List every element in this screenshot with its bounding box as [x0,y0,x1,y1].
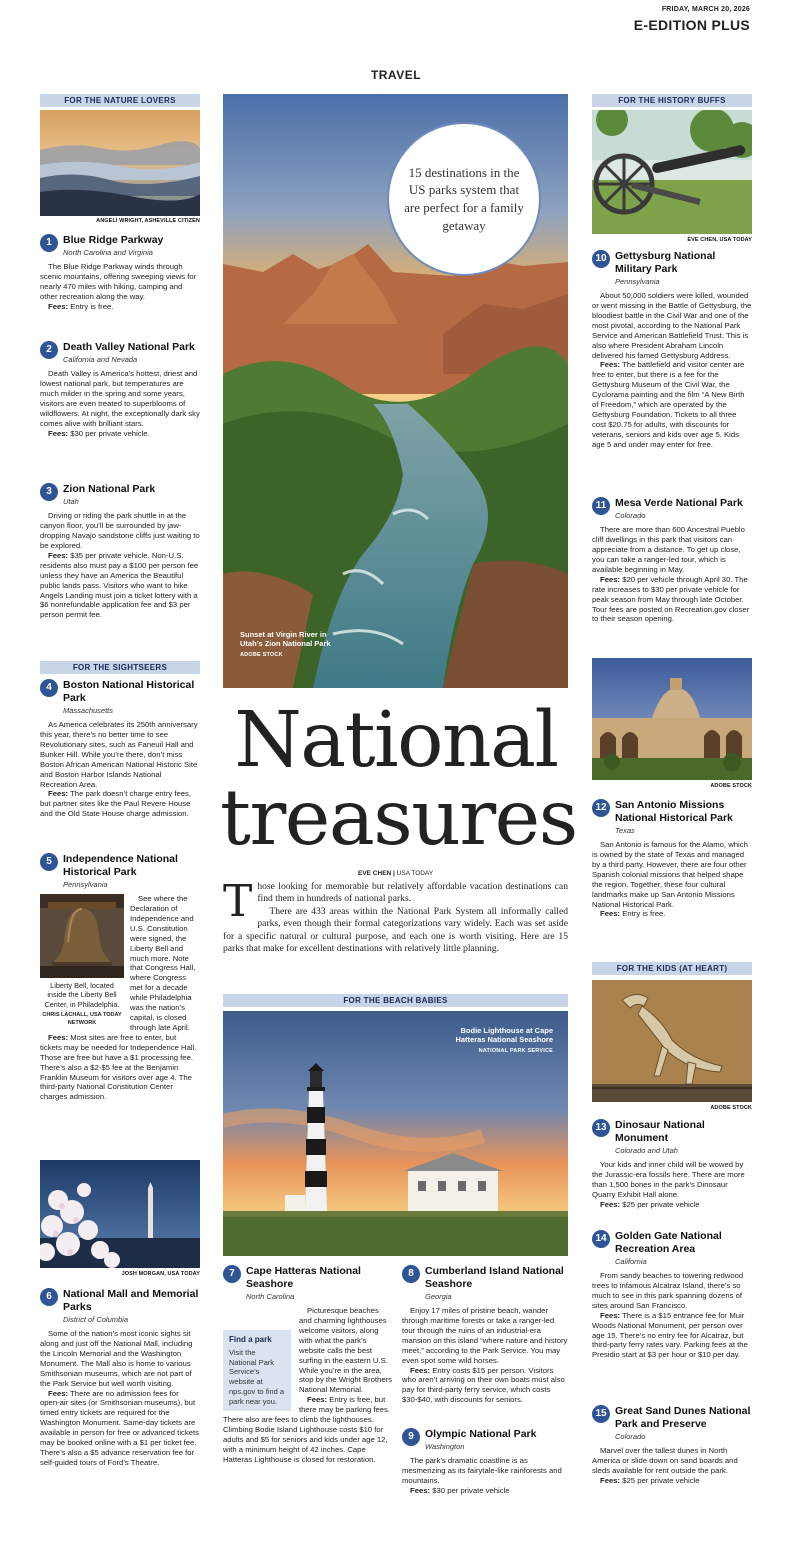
park-description: About 50,000 soldiers were killed, wounded or went missing in the Battle of Gettysburg, the bloodiest battle in the Civil War and one of the most pivotal, according to the National Park Service and American Battlefield Trust. This is also where President Abraham Lincoln delivered his famed Gettysburg Address. [592,290,752,360]
park-number-badge: 12 [592,799,610,817]
park-description: The park’s dramatic coastline is as mesmerizing as its fairytale-like rainforests and mountains. [402,1456,562,1486]
park-state: Colorado and Utah [615,1145,678,1155]
park-name: Golden Gate National Recreation Area [615,1230,722,1255]
park-number-badge: 9 [402,1428,420,1446]
photo-national-mall [40,1160,200,1268]
park-fees: Fees: Entry is free. [600,909,666,919]
park-number-badge: 13 [592,1119,610,1137]
park-number-badge: 11 [592,497,610,515]
park-number-badge: 8 [402,1265,420,1283]
park-description: See where the Declaration of Independence and U.S. Constitution were signed, the Liberty Bell and much more. Note that Congress Hall, where Congress met for a decade while Philadelphia was the nation’s capital, is closed through late April. [130,893,196,1032]
park-fees: Fees: Entry is free. [48,301,114,311]
photo-blue-ridge [40,110,200,216]
park-description: As America celebrates its 250th anniversary this year, there’s no better time to see Revolutionary sites, such as Faneuil Hall and Bunker Hill. While you’re there, don’t miss Boston African American National Historic Site and Boston Harbor Islands National Recreation Area. [40,719,198,789]
park-name: Boston National Historical Park [63,679,195,704]
park-entry-13 [592,1119,752,1210]
photo-san-antonio-missions [592,658,752,780]
park-fees: Fees: There are no admission fees for open-air sites (or Smithsonian museums), but timed entry tickets are required for the Washington Monument. Same-day tickets are available in person for free or advanced tickets may be booked online with a $1 per ticket fee. There’s also a $5 advance reservation fee for self-guided tours of Ford’s Theatre. [40,1388,199,1467]
park-description: From sandy beaches to towering redwood trees to infamous Alcatraz Island, there’s so much to see in this park spanning dozens of sites around San Francisco. [592,1270,744,1310]
banner-nature-lovers: FOR THE NATURE LOVERS [40,94,200,107]
park-description: There are more than 600 Ancestral Pueblo cliff dwellings in this park that visitors can appreciate from a distance. To get up close, you can take a ranger-led tour, which is available beginning in May. [592,525,745,574]
park-number-badge: 4 [40,679,58,697]
park-description: The Blue Ridge Parkway winds through scenic mountains, offering sweeping views for nearly 470 miles with hiking, camping and other recreation along the way. [40,262,197,301]
park-number-badge: 15 [592,1405,610,1423]
park-description: Picturesque beaches and charming lighthouses welcome visitors, along with what the park’s website calls the best surfing in the eastern U.S. While you’re in the area, stop by the Wright Brothers National Memorial. [299,1305,393,1395]
park-fees: Fees: $30 per private vehicle. [48,428,150,438]
park-fees: Fees: $35 per private vehicle. Non-U.S. residents also must pay a $100 per person fee unless they have an America the Beautiful public lands pass. Visitors who want to hike Angels Landing must join a ticket lottery with a $6 nonrefundable application fee and $3 per person permit fee. [40,550,199,620]
photo-credit-nature: ANGELI WRIGHT, ASHEVILLE CITIZEN [96,218,200,224]
park-fees: Fees: Entry costs $15 per person. Visitors who aren’t arriving on their own boats must also pay for third-party ferry service, which costs $30-$40, with discounts for seniors. [402,1365,565,1405]
park-fees: Fees: $25 per private vehicle [600,1199,700,1209]
park-entry-10 [592,250,752,450]
headline-line-1: National [234,696,558,785]
park-state: North Carolina and Virginia [63,247,153,257]
park-number-badge: 2 [40,341,58,359]
edition-name: E-EDITION PLUS [633,17,750,33]
park-entry-8 [402,1265,568,1405]
park-description: Marvel over the tallest dunes in North America or slide down on sand boards and sleds available for rent outside the park. [592,1445,738,1475]
park-number-badge: 7 [223,1265,241,1283]
photo-credit-missions: ADOBE STOCK [710,783,752,789]
park-fees: Fees: The park doesn’t charge entry fees, but partner sites like the Paul Revere House and the Old State House charge admission. [40,789,192,819]
park-name: Cumberland Island National Seashore [425,1265,564,1290]
park-fees: Fees: $30 per private vehicle [410,1485,510,1495]
park-entry-1 [40,234,200,312]
park-entry-6 [40,1288,200,1468]
photo-dinosaur [592,980,752,1102]
park-name: Death Valley National Park [63,341,195,353]
park-entry-11 [592,497,752,624]
park-number-badge: 3 [40,483,58,501]
park-number-badge: 5 [40,853,58,871]
park-description: Your kids and inner child will be wowed by the Jurassic-era fossils here. There are more than 1,500 bones in the park’s Dinosaur Quarry Exhibit Hall alone. [592,1159,745,1199]
liberty-bell-photo [40,894,124,978]
photo-gettysburg [592,110,752,234]
park-fees: Fees: Most sites are free to enter, but tickets may be needed for Independence Hall. Those are free but have a $1 processing fee. There’s also a $2-$5 fee at the Benjamin Franklin Museum for visitors over age 4. The third-party National Constitution Center charges admission. [40,1032,197,1102]
park-state: Pennsylvania [615,276,660,286]
liberty-bell-caption: Liberty Bell, located inside the Liberty Bell Center, in Philadelphia. [44,980,120,1009]
park-number-badge: 1 [40,234,58,252]
park-fees: Fees: $20 per vehicle through April 30. The rate increases to $30 per private vehicle for peak season from May through late October. Tour fees are posted on Recreation.gov closer to their season opening. [592,574,750,624]
intro-text: T hose looking for memorable but relatively affordable vacation destinations can find them in hundreds of national parks. There are 433 areas within the National Park System all informally called parks, even though their formal categorizations vary widely. Each was set aside for a specific natural or cultural purpose, and each one is worth visiting. Here are 15 parks that make for excellent destinations with relatively little planning. [223,876,568,955]
edition-date: FRIDAY, MARCH 20, 2026 [661,6,750,13]
park-number-badge: 6 [40,1288,58,1306]
park-entry-12 [592,799,752,919]
park-name: Great Sand Dunes National Park and Preserve [615,1405,751,1430]
park-name: Blue Ridge Parkway [63,234,164,246]
park-name: Gettysburg National Military Park [615,250,716,275]
park-entry-3 [40,483,200,620]
byline: EVE CHEN | USA TODAY [358,870,434,877]
park-fees: Fees: The battlefield and visitor center are free to enter, but there is a fee for the Gettysburg Museum of the Civil War, the Cyclorama painting and the film “A New Birth of Freedom,” which are operated by the Gettysburg Foundation. Tickets to all three cost $20.75 for adults, with discounts for veterans, seniors and kids over age 5. Kids age 5 and under may enter for free. [592,360,745,449]
park-state: Utah [63,496,79,506]
park-state: District of Columbia [63,1314,129,1324]
park-name: Olympic National Park [425,1428,537,1440]
liberty-bell-figure [40,894,124,1027]
photo-credit-dinosaur: ADOBE STOCK [710,1105,752,1111]
park-entry-5 [40,853,200,1102]
find-a-park-title: Find a park [229,1334,272,1344]
park-name: Mesa Verde National Park [615,497,743,509]
park-state: Texas [615,825,635,835]
find-a-park-box [223,1330,291,1412]
park-name: National Mall and Memorial Parks [63,1288,199,1313]
park-entry-2 [40,341,200,439]
photo-credit-mall: JOSH MORGAN, USA TODAY [121,1271,200,1277]
park-description: Death Valley is America’s hottest, driest and lowest national park, but temperatures are much milder in the spring and some years, visitors are even treated to superblooms of wildflowers. At night, the exceptionally dark sky comes alive with brilliant stars. [40,369,200,428]
park-state: Washington [425,1441,465,1451]
photo-caption-zion: Sunset at Virgin River in Utah’s Zion National Park ADOBE STOCK [240,630,331,658]
park-entry-4 [40,679,200,819]
park-description: San Antonio is famous for the Alamo, which is owned by the state of Texas and managed by a third party. However, there are four other Spanish colonial missions that helped shape the region. Together, these four cultural landmarks make up San Antonio Missions National Historical Park. [592,839,748,909]
park-fees: Fees: There is a $15 entrance fee for Muir Woods National Monument, per person over age 15. There’s no entry fee for Alcatraz, but third-party ferry rates vary. Parking fees at the Presidio start at $3 per hour or $10 per day. [592,1310,748,1360]
park-state: Georgia [425,1291,452,1301]
park-state: Massachusetts [63,705,114,715]
park-description: Enjoy 17 miles of pristine beach, wander through maritime forests or take a ranger-led tour through the ruins of an industrial-era mansion on this island “where nature and history meet,” according to the Park Service. You may even spot some wild horses. [402,1305,568,1365]
find-a-park-text: Visit the National Park Service’s website at nps.gov to find a park near you. [229,1347,285,1406]
park-entry-15 [592,1405,752,1486]
drop-cap: T [223,876,253,927]
park-entry-7 [223,1265,393,1465]
park-name: Independence National Historical Park [63,853,178,878]
banner-sightseers: FOR THE SIGHTSEERS [40,661,200,674]
banner-history-buffs: FOR THE HISTORY BUFFS [592,94,752,107]
headline-line-2: treasures [220,774,577,863]
park-number-badge: 14 [592,1230,610,1248]
park-state: North Carolina [246,1291,295,1301]
park-state: California and Nevada [63,354,138,364]
banner-kids: FOR THE KIDS (AT HEART) [592,962,752,975]
park-fees: Fees: $25 per private vehicle [600,1475,700,1485]
liberty-bell-credit: CHRIS LACHALL, USA TODAY NETWORK [42,1012,122,1026]
park-state: California [615,1256,647,1266]
park-name: Zion National Park [63,483,156,495]
park-entry-14 [592,1230,752,1360]
park-name: Cape Hatteras National Seashore [246,1265,361,1290]
photo-credit-gettysburg: EVE CHEN, USA TODAY [687,237,752,243]
park-state: Colorado [615,1431,646,1441]
park-number-badge: 10 [592,250,610,268]
park-state: Pennsylvania [63,879,108,889]
section-title: TRAVEL [370,68,422,82]
banner-beach-babies: FOR THE BEACH BABIES [223,994,568,1007]
park-name: San Antonio Missions National Historical Park [615,799,733,824]
park-description: Some of the nation’s most iconic sights sit along and just off the National Mall, including the Lincoln Memorial and the Washington Monument. The Mall also is home to various Smithsonian museums, which are not part of the Park Service but well worth visiting. [40,1328,193,1388]
photo-caption-lighthouse: Bodie Lighthouse at Cape Hatteras National Seashore NATIONAL PARK SERVICE [455,1026,553,1054]
park-fees: Fees: Entry is free, but there may be parking fees. There also are fees to climb the lighthouses. Climbing Bodie Island Lighthouse costs $10 for adults and $5 for seniors and kids under age 12, with a minimum height of 42 inches. Cape Hatteras Lighthouse is closed for restoration. [223,1395,391,1464]
park-name: Dinosaur National Monument [615,1119,705,1144]
park-description: Driving or riding the park shuttle in at the canyon floor, you’ll be surrounded by jaw-dropping Navajo sandstone cliffs just waiting to be explored. [40,511,200,550]
feature-callout-circle: 15 destinations in the US parks system that are perfect for a family getaway [387,122,541,276]
park-state: Colorado [615,510,646,520]
park-entry-9 [402,1428,568,1496]
